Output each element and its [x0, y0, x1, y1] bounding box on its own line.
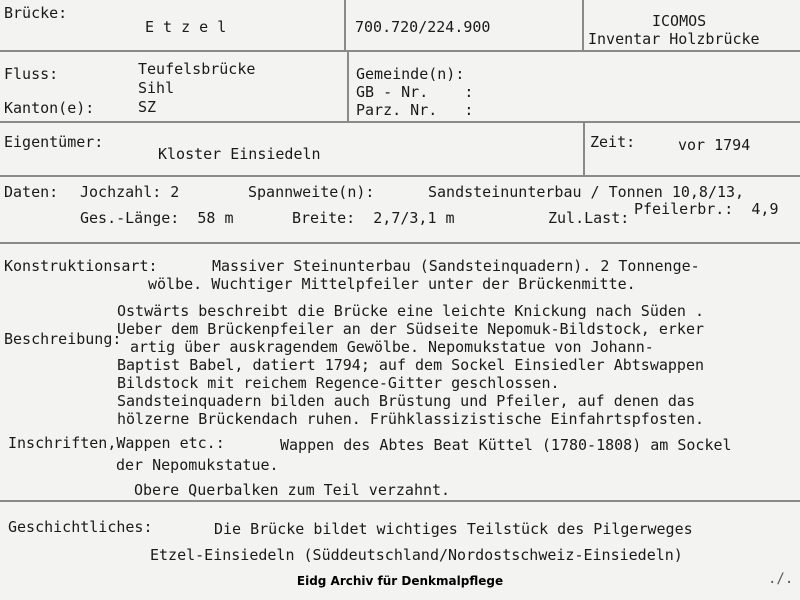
- continuation-mark: ./.: [768, 571, 794, 587]
- divider-location-bottom: [0, 121, 800, 123]
- pfeilerbreite: Pfeilerbr.: 4,9: [634, 200, 779, 218]
- inschriften-line1: Wappen des Abtes Beat Küttel (1780-1808) am Sockel: [280, 436, 732, 454]
- geschichte-line1: Die Brücke bildet wichtiges Teilstück des Pilgerweges: [214, 520, 693, 538]
- spannweite-value: Sandsteinunterbau / Tonnen 10,8/13,: [428, 183, 745, 201]
- kanton-value: SZ: [138, 98, 157, 116]
- beschreibung-line7: hölzerne Brückendach ruhen. Frühklassizistische Einfahrtspfosten.: [117, 410, 704, 428]
- beschreibung-line1: Ostwärts beschreibt die Brücke eine leichte Knickung nach Süden .: [117, 302, 704, 320]
- zul-last: Zul.Last:: [548, 209, 630, 227]
- divider-owner: [583, 121, 585, 176]
- divider-inschriften-bottom: [0, 500, 800, 502]
- org-line1: ICOMOS: [652, 12, 707, 30]
- bridge-coordinates: 700.720/224.900: [355, 18, 491, 36]
- org-line2: Inventar Holzbrücke: [588, 30, 760, 48]
- daten-label: Daten:: [4, 183, 59, 201]
- zeit-label: Zeit:: [590, 133, 636, 151]
- divider-header: [0, 50, 800, 52]
- divider-header-right: [582, 0, 584, 52]
- beschreibung-line3: artig über auskragendem Gewölbe. Nepomukstatue von Johann-: [130, 338, 654, 356]
- beschreibung-label: Beschreibung:: [4, 330, 122, 348]
- divider-owner-bottom: [0, 175, 800, 177]
- parz-label: Parz. Nr. :: [356, 101, 474, 119]
- beschreibung-line2: Ueber dem Brückenpfeiler an der Südseite Nepomuk-Bildstock, erker: [117, 320, 704, 338]
- inschriften-line2: der Nepomukstatue.: [116, 456, 279, 474]
- owner-label: Eigentümer:: [4, 133, 104, 151]
- divider-location: [347, 52, 349, 122]
- owner-value: Kloster Einsiedeln: [158, 145, 321, 163]
- geschichte-label: Geschichtliches:: [8, 518, 153, 536]
- divider-daten-bottom: [0, 242, 800, 244]
- fluss-value1: Teufelsbrücke: [138, 60, 256, 78]
- konstruktion-label: Konstruktionsart:: [4, 257, 158, 275]
- bridge-name: E t z e l: [145, 18, 227, 36]
- gesamtlaenge: Ges.-Länge: 58 m: [80, 209, 234, 227]
- zeit-value: vor 1794: [678, 136, 751, 154]
- breite: Breite: 2,7/3,1 m: [292, 209, 455, 227]
- archive-caption: Eidg Archiv für Denkmalpflege: [296, 574, 504, 588]
- spannweite-label: Spannweite(n):: [248, 183, 375, 201]
- geschichte-line2: Etzel-Einsiedeln (Süddeutschland/Nordostschweiz-Einsiedeln): [150, 546, 683, 564]
- header-label: Brücke:: [4, 4, 68, 22]
- divider-header-left: [344, 0, 346, 52]
- jochzahl: Jochzahl: 2: [80, 183, 180, 201]
- kanton-label: Kanton(e):: [4, 99, 95, 117]
- inschriften-label: Inschriften,Wappen etc.:: [8, 434, 225, 452]
- fluss-value2: Sihl: [138, 79, 175, 97]
- beschreibung-line4: Baptist Babel, datiert 1794; auf dem Sockel Einsiedler Abtswappen: [117, 356, 704, 374]
- beschreibung-line5: Bildstock mit reichem Regence-Gitter geschlossen.: [117, 374, 560, 392]
- inschriften-line3: Obere Querbalken zum Teil verzahnt.: [134, 481, 451, 499]
- gemeinde-label: Gemeinde(n):: [356, 65, 465, 83]
- konstruktion-line2: wölbe. Wuchtiger Mittelpfeiler unter der Brückenmitte.: [148, 275, 636, 293]
- gb-label: GB - Nr. :: [356, 83, 474, 101]
- konstruktion-line1: Massiver Steinunterbau (Sandsteinquadern). 2 Tonnenge-: [212, 257, 700, 275]
- fluss-label: Fluss:: [4, 65, 59, 83]
- beschreibung-line6: Sandsteinquadern bilden auch Brüstung und Pfeiler, auf denen das: [117, 392, 695, 410]
